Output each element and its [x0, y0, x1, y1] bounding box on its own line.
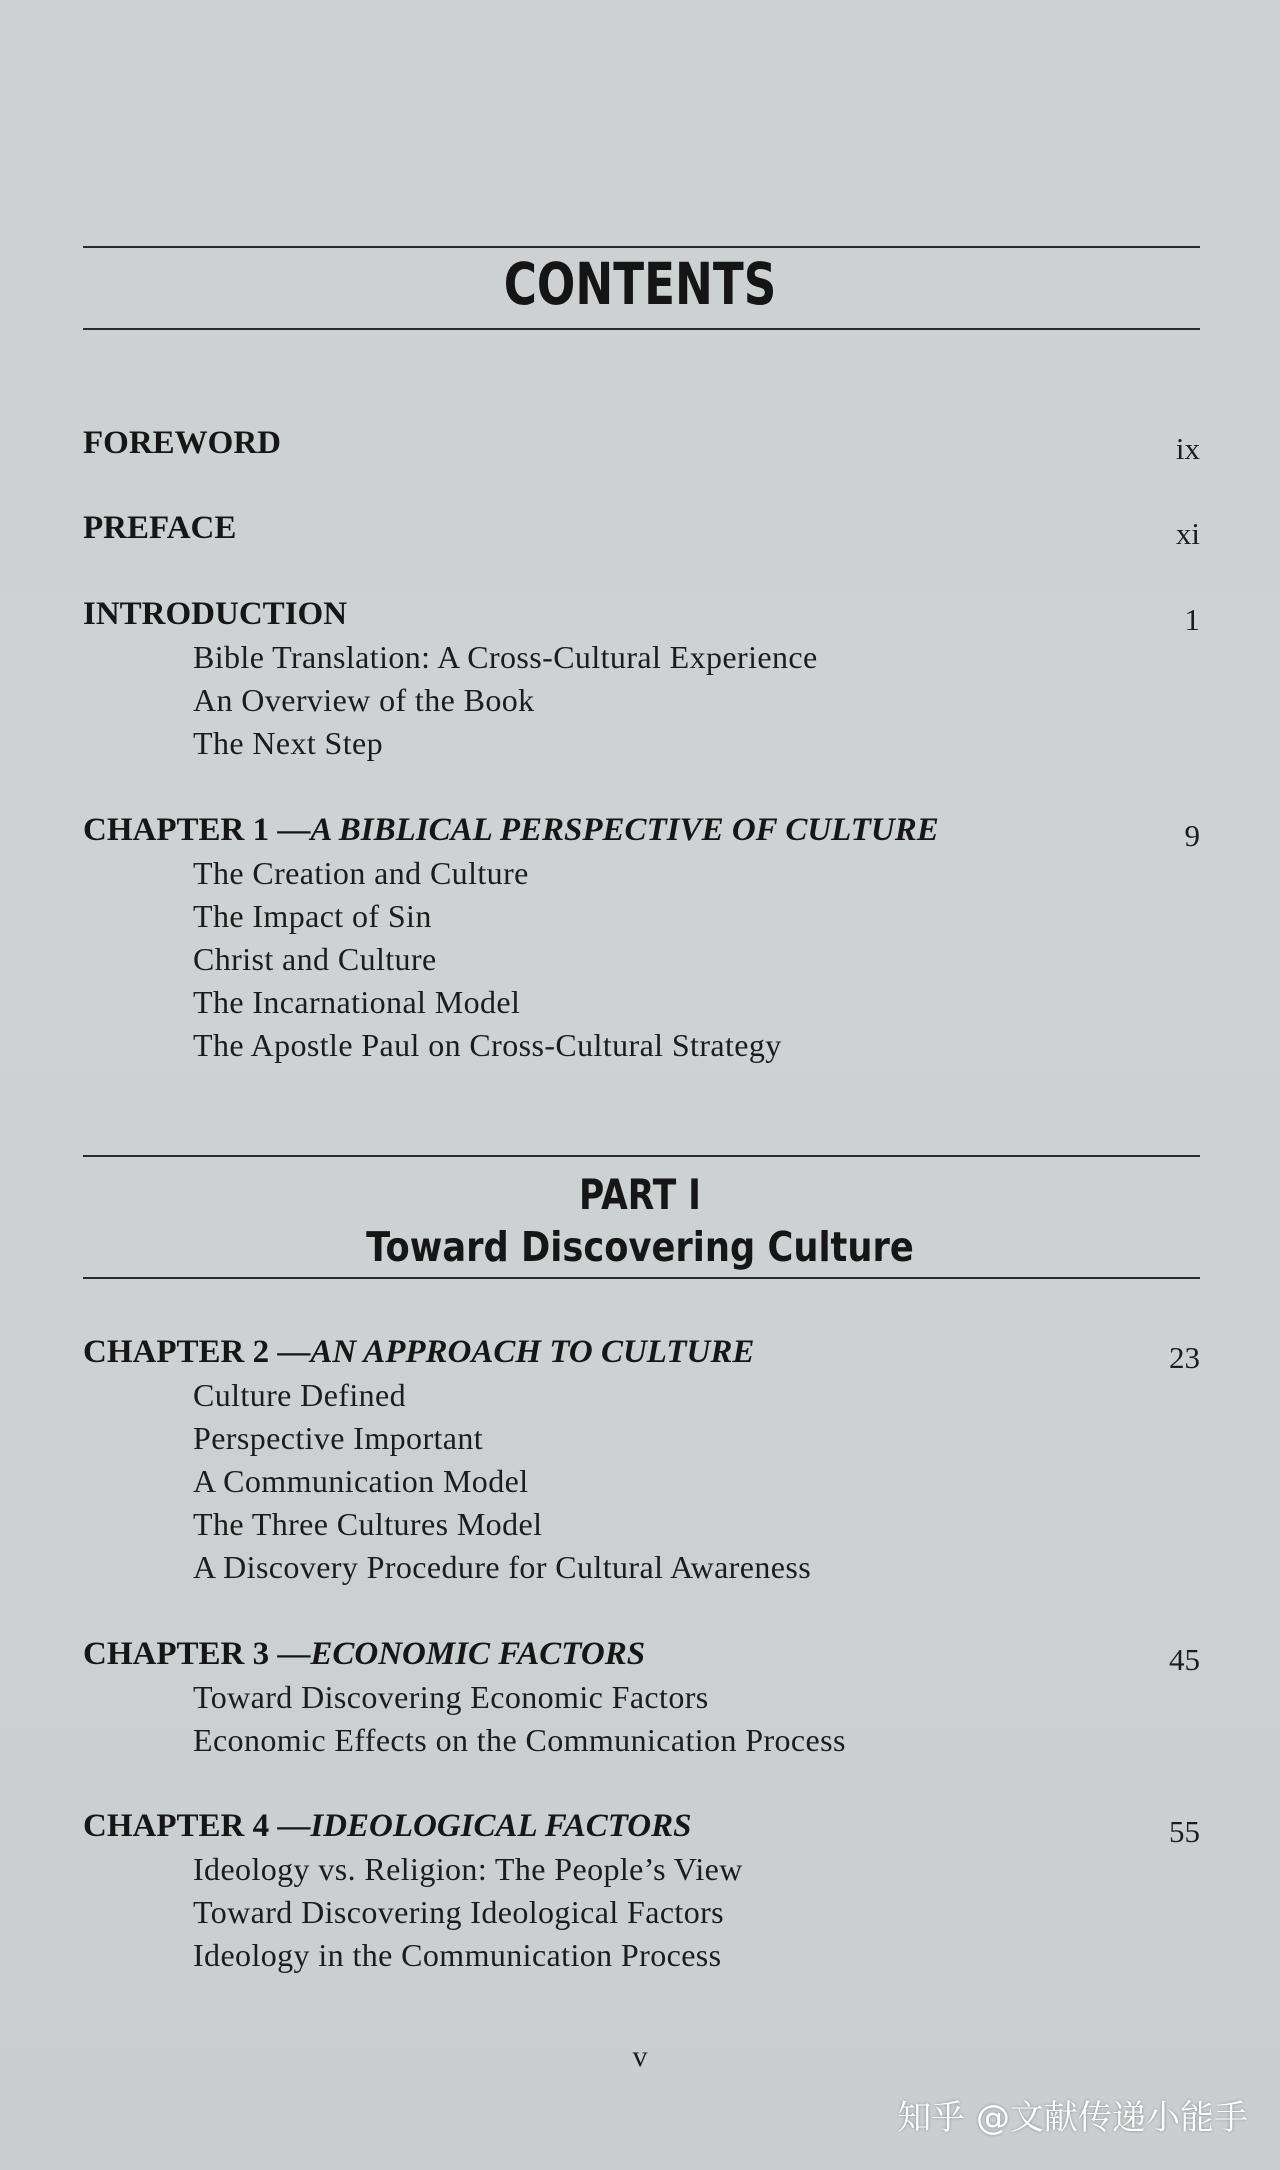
section-item: Toward Discovering Ideological Factors — [193, 1894, 725, 1930]
section-list — [83, 1676, 1200, 1762]
section-item: An Overview of the Book — [193, 682, 535, 718]
chapter-title — [83, 812, 939, 849]
toc-entry-foreword — [83, 425, 1200, 465]
page-number: 23 — [1169, 1340, 1200, 1375]
chapter-label: CHAPTER 2 — — [83, 1334, 311, 1370]
contents-underline-rule — [83, 328, 1200, 330]
entry-title: PREFACE — [83, 510, 237, 546]
chapter-subtitle: IDEOLOGICAL FACTORS — [310, 1808, 692, 1844]
part-top-rule — [83, 1155, 1200, 1157]
part-bottom-rule — [83, 1277, 1200, 1279]
entry-title: FOREWORD — [83, 425, 281, 461]
part-title: Toward Discovering Culture — [366, 1223, 914, 1271]
watermark-text: 知乎 @文献传递小能手 — [897, 2098, 1248, 2138]
chapter-title — [83, 1334, 754, 1371]
section-list — [83, 1848, 1200, 1977]
page-number: 1 — [1184, 602, 1200, 637]
section-item: A Communication Model — [193, 1463, 529, 1499]
chapter-subtitle: ECONOMIC FACTORS — [310, 1636, 646, 1672]
chapter-label: CHAPTER 3 — — [83, 1636, 311, 1672]
section-item: The Impact of Sin — [193, 898, 432, 934]
page-number: 9 — [1184, 818, 1200, 853]
part-heading — [0, 1170, 1280, 1271]
section-list — [83, 636, 1200, 765]
chapter-subtitle: AN APPROACH TO CULTURE — [310, 1334, 755, 1370]
section-item: Culture Defined — [193, 1377, 407, 1413]
section-item: The Incarnational Model — [193, 984, 521, 1020]
section-item: The Creation and Culture — [193, 855, 529, 891]
section-item: Perspective Important — [193, 1420, 484, 1456]
section-item: The Three Cultures Model — [193, 1506, 543, 1542]
contents-heading: CONTENTS — [503, 250, 777, 318]
section-item: Economic Effects on the Communication Process — [193, 1722, 846, 1758]
page-number: 55 — [1169, 1814, 1200, 1849]
toc-entry-chapter-3 — [83, 1636, 1200, 1762]
chapter-label: CHAPTER 1 — — [83, 812, 311, 848]
toc-entry-chapter-1 — [83, 812, 1200, 1067]
chapter-subtitle: A BIBLICAL PERSPECTIVE OF CULTURE — [310, 812, 939, 848]
section-item: Christ and Culture — [193, 941, 437, 977]
page-number: 45 — [1169, 1642, 1200, 1677]
toc-entry-preface — [83, 510, 1200, 550]
section-list — [83, 1374, 1200, 1589]
chapter-label: CHAPTER 4 — — [83, 1808, 311, 1844]
entry-title: INTRODUCTION — [83, 596, 348, 632]
section-item: Bible Translation: A Cross-Cultural Experience — [193, 639, 818, 675]
section-item: Ideology in the Communication Process — [193, 1937, 722, 1973]
folio-page-number: v — [632, 2040, 648, 2073]
toc-entry-chapter-4 — [83, 1808, 1200, 1977]
chapter-title — [83, 1808, 692, 1845]
section-item: The Next Step — [193, 725, 384, 761]
section-list — [83, 852, 1200, 1067]
part-label: PART I — [578, 1170, 702, 1219]
section-item: The Apostle Paul on Cross-Cultural Strategy — [193, 1027, 782, 1063]
section-item: A Discovery Procedure for Cultural Awareness — [193, 1549, 812, 1585]
toc-entry-introduction — [83, 596, 1200, 765]
top-rule — [83, 246, 1200, 248]
section-item: Toward Discovering Economic Factors — [193, 1679, 709, 1715]
section-item: Ideology vs. Religion: The People’s View — [193, 1851, 743, 1887]
page-number: ix — [1175, 431, 1200, 466]
toc-entry-chapter-2 — [83, 1334, 1200, 1589]
chapter-title — [83, 1636, 645, 1673]
page-number: xi — [1175, 516, 1200, 551]
